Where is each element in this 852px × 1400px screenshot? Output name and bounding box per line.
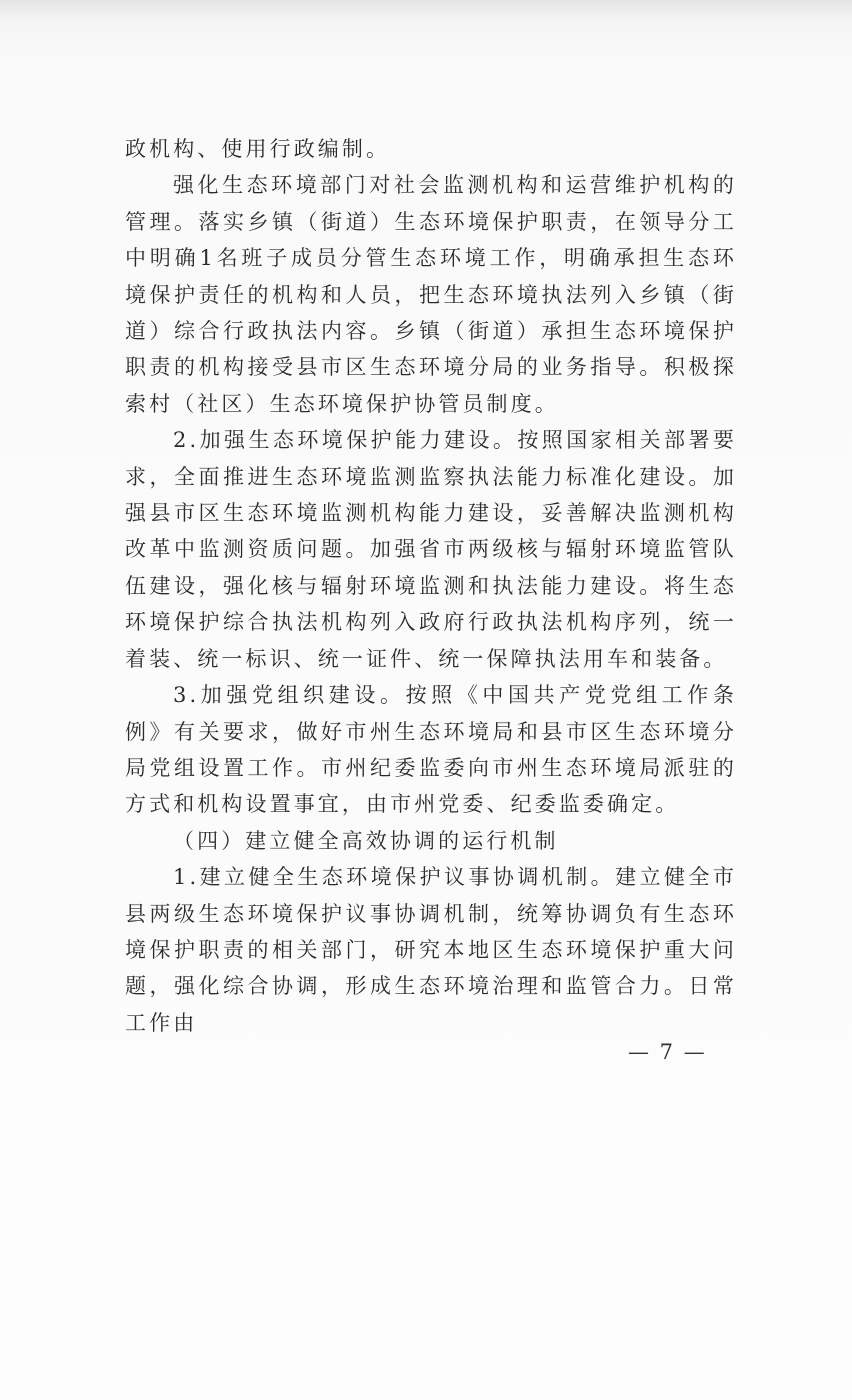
paragraph-capacity-building: 2.加强生态环境保护能力建设。按照国家相关部署要求，全面推进生态环境监测监察执法能力标准化建设。加强县市区生态环境监测机构能力建设，妥善解决监测机构改革中监测资质问题。加强省市两级核与辐射环境监管队伍建设，强化核与辐射环境监测和执法能力建设。将生态环境保护综合执法机构列入政府行政执法机构序列，统一着装、统一标识、统一证件、统一保障执法用车和装备。 [125,428,737,671]
paragraph-supervision: 强化生态环境部门对社会监测机构和运营维护机构的管理。落实乡镇（街道）生态环境保护职责，在领导分工中明确1名班子成员分管生态环境工作，明确承担生态环境保护责任的机构和人员，把生态环境执法列入乡镇（街道）综合行政执法内容。乡镇（街道）承担生态环境保护职责的机构接受县市区生态环境分局的业务指导。积极探索村（社区）生态环境保护协管员制度。 [125,173,737,416]
paragraph-party-building: 3.加强党组织建设。按照《中国共产党党组工作条例》有关要求，做好市州生态环境局和县市区生态环境分局党组设置工作。市州纪委监委向市州生态环境局派驻的方式和机构设置事宜，由市州党委、纪委监委确定。 [125,683,737,817]
page-number: — 7 — [628,1040,707,1064]
section-heading: （四）建立健全高效协调的运行机制 [173,828,559,853]
scan-edge-shadow [0,0,852,18]
paragraph-coordination: 1.建立健全生态环境保护议事协调机制。建立健全市县两级生态环境保护议事协调机制，统筹协调负有生态环境保护职责的相关部门，研究本地区生态环境保护重大问题，强化综合协调，形成生态环境治理和监管合力。日常工作由 [125,865,737,1035]
paragraph-continuation: 政机构、使用行政编制。 [125,137,391,161]
body-text [125,131,737,1041]
